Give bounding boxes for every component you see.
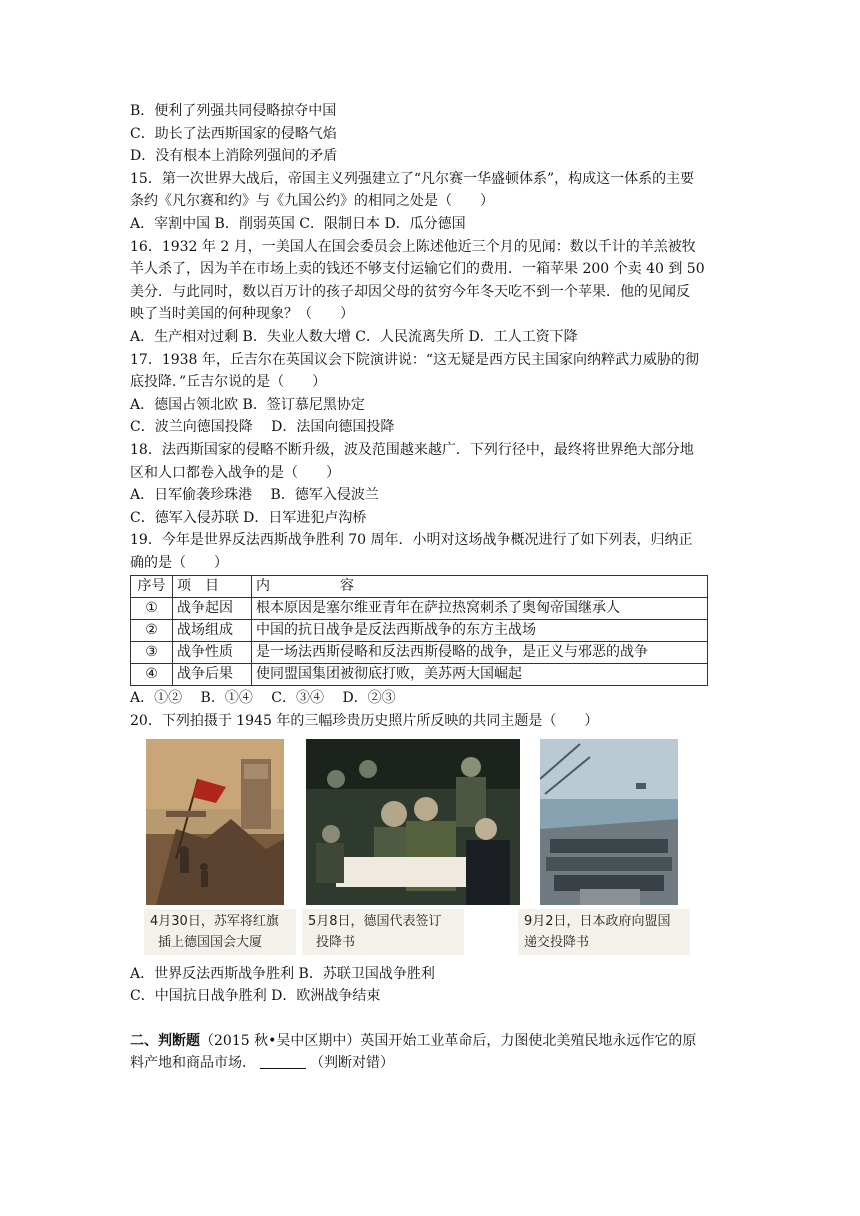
q19-table — [130, 575, 708, 686]
q20-options-ab: A．世界反法西斯战争胜利 B．苏联卫国战争胜利 — [130, 965, 435, 982]
table-header: 内 容 — [252, 576, 708, 598]
q17-line1: 17．1938 年，丘吉尔在英国议会下院演讲说：“这无疑是西方民主国家向纳粹武力威胁的彻 — [130, 351, 700, 368]
photo-caption-2 — [302, 909, 464, 955]
section-heading: 二、判断题 — [130, 1032, 200, 1049]
section-text: 英国开始工业革命后，力图使北美殖民地永远作它的原 — [360, 1032, 697, 1049]
caption-line: 9月2日，日本政府向盟国 — [524, 913, 671, 929]
japan-surrender-photo-image — [540, 739, 678, 905]
q17-options-ab: A．德国占领北欧 B．签订慕尼黑协定 — [130, 396, 365, 413]
table-cell: 使同盟国集团被彻底打败，美苏两大国崛起 — [252, 664, 708, 686]
question-16 — [130, 236, 730, 349]
caption-line: 投降书 — [316, 934, 356, 950]
table-cell: ① — [131, 598, 173, 620]
caption-line: 4月30日，苏军将红旗 — [150, 913, 279, 929]
q15-line2: 条约《凡尔赛和约》与《九国公约》的相同之处是（ ） — [130, 193, 494, 210]
q16-line2: 羊人杀了，因为羊在市场上卖的钱还不够支付运输它们的费用．一箱苹果 200 个卖 40 到 50 — [130, 261, 705, 278]
section-text: （判断对错） — [310, 1055, 394, 1072]
table-cell: 战争后果 — [173, 664, 252, 686]
q19-line1: 19．今年是世界反法西斯战争胜利 70 周年．小明对这场战争概况进行了如下列表，归纳正 — [130, 532, 693, 549]
photo-caption-1 — [144, 909, 296, 955]
caption-line: 5月8日，德国代表签订 — [308, 913, 442, 929]
table-cell: ③ — [131, 642, 173, 664]
section-text: 料产地和商品市场． — [130, 1055, 256, 1072]
table-header: 项 目 — [173, 576, 252, 598]
q16-options: A．生产相对过剩 B．失业人数大增 C．人民流离失所 D．工人工资下降 — [130, 328, 578, 345]
q20-options-cd: C．中国抗日战争胜利 D．欧洲战争结束 — [130, 988, 381, 1005]
table-cell: ④ — [131, 664, 173, 686]
q20-photo-strip — [130, 739, 730, 961]
question-19 — [130, 529, 730, 710]
caption-line: 插上德国国会大厦 — [158, 934, 263, 950]
table-cell: 是一场法西斯侵略和反法西斯侵略的战争，是正义与邪恶的战争 — [252, 642, 708, 664]
q18-line2: 区和人口都卷入战争的是（ ） — [130, 464, 340, 481]
q19-options: A．①② B．①④ C．③④ D．②③ — [130, 690, 396, 707]
question-17 — [130, 349, 730, 439]
table-cell: 中国的抗日战争是反法西斯战争的东方主战场 — [252, 620, 708, 642]
table-cell: 战场组成 — [173, 620, 252, 642]
answer-blank[interactable] — [260, 1054, 306, 1069]
table-row — [131, 642, 708, 664]
question-20 — [130, 710, 730, 1008]
table-row — [131, 620, 708, 642]
q17-line2: 底投降．”丘吉尔说的是（ ） — [130, 374, 327, 391]
photo-caption-3 — [518, 909, 690, 955]
prev-option-b: B．便利了列强共同侵略掠夺中国 — [130, 103, 337, 119]
prev-option-c: C．助长了法西斯国家的侵略气焰 — [130, 125, 337, 142]
question-18 — [130, 439, 730, 529]
caption-line: 递交投降书 — [524, 934, 590, 950]
section2-line1 — [130, 1030, 730, 1053]
section-2-judgement — [130, 1030, 730, 1075]
prev-option-d: D．没有根本上消除列强间的矛盾 — [130, 148, 338, 165]
table-cell: 战争起因 — [173, 598, 252, 620]
table-cell: ② — [131, 620, 173, 642]
section-source: （2015 秋•吴中区期中） — [200, 1032, 361, 1049]
table-cell: 根本原因是塞尔维亚青年在萨拉热窝刺杀了奥匈帝国继承人 — [252, 598, 708, 620]
q20-line1: 20．下列拍摄于 1945 年的三幅珍贵历史照片所反映的共同主题是（ ） — [130, 713, 599, 730]
q19-line2: 确的是（ ） — [130, 554, 228, 571]
q16-line4: 映了当时美国的何种现象？（ ） — [130, 306, 354, 323]
q18-options-ab: A．日军偷袭珍珠港 B．德军入侵波兰 — [130, 487, 379, 504]
q18-options-cd: C．德军入侵苏联 D．日军进犯卢沟桥 — [130, 509, 367, 526]
q15-options: A．宰割中国 B．削弱英国 C．限制日本 D．瓜分德国 — [130, 215, 466, 232]
table-header-row — [131, 576, 708, 598]
table-row — [131, 598, 708, 620]
table-cell: 战争性质 — [173, 642, 252, 664]
q18-line1: 18．法西斯国家的侵略不断升级，波及范围越来越广．下列行径中，最终将世界绝大部分地 — [130, 441, 694, 458]
section2-line2 — [130, 1052, 730, 1075]
q16-line3: 美分．与此同时，数以百万计的孩子却因父母的贫穷今年冬天吃不到一个苹果．他的见闻反 — [130, 283, 690, 300]
table-header: 序号 — [131, 576, 173, 598]
german-surrender-photo-image — [306, 739, 520, 905]
table-row — [131, 664, 708, 686]
q15-line1: 15．第一次世界大战后，帝国主义列强建立了“凡尔赛一华盛顿体系”，构成这一体系的主要 — [130, 170, 695, 187]
question-15 — [130, 168, 730, 236]
exam-page — [130, 100, 730, 1075]
q16-line1: 16．1932 年 2 月，一美国人在国会委员会上陈述他近三个月的见闻：数以千计的羊羔被牧 — [130, 238, 696, 255]
section-gap — [130, 1008, 730, 1030]
q17-options-cd: C．波兰向德国投降 D．法国向德国投降 — [130, 419, 395, 436]
reichstag-photo-image — [146, 739, 284, 905]
